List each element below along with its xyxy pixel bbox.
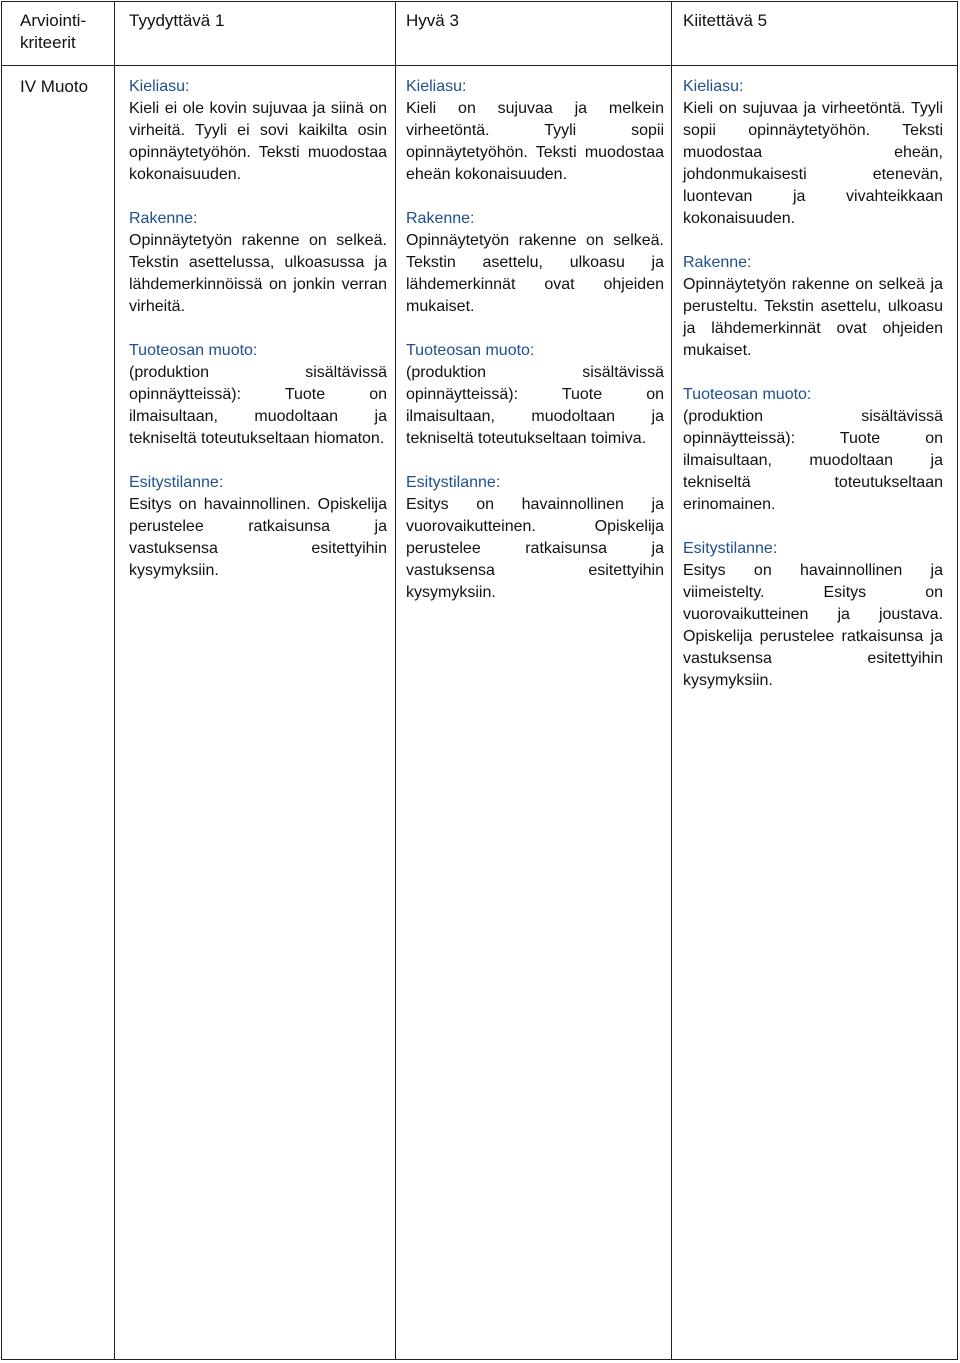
row-label: IV Muoto	[20, 77, 89, 96]
criterion-block	[129, 76, 387, 186]
header-criteria: Arviointi-kriteerit	[20, 11, 87, 52]
cell-level-3	[406, 76, 664, 626]
criterion-label: Kieliasu:	[129, 78, 190, 95]
criterion-block	[683, 384, 943, 516]
column-divider	[114, 2, 115, 1359]
header-level-5: Kiitettävä 5	[683, 11, 768, 30]
criterion-text: Esitys on havainnollinen. Opiskelija perustelee ratkaisunsa ja vastuksensa esitettyihin kysymyksiin.	[129, 496, 387, 579]
criterion-text: Esitys on havainnollinen ja vuorovaikutteinen. Opiskelija perustelee ratkaisunsa ja vastuksensa esitettyihin kysymyksiin.	[406, 496, 664, 601]
criterion-block	[406, 208, 664, 318]
criterion-label: Tuoteosan muoto:	[683, 386, 812, 403]
criterion-label: Esitystilanne:	[683, 540, 778, 557]
criterion-label: Tuoteosan muoto:	[129, 342, 258, 359]
column-divider	[395, 2, 396, 1359]
criterion-text: (produktion sisältävissä opinnäytteissä): Tuote on ilmaisultaan, muodoltaan ja tekniseltä toteutukseltaan hiomaton.	[129, 364, 387, 447]
criterion-label: Rakenne:	[683, 254, 752, 271]
criterion-block	[129, 472, 387, 582]
criterion-text: Esitys on havainnollinen ja viimeistelty. Esitys on vuorovaikutteinen ja joustava. Opiskelija perustelee ratkaisunsa ja vastuksensa esitettyihin kysymyksiin.	[683, 562, 943, 689]
criterion-text: Opinnäytetyön rakenne on selkeä. Tekstin asettelussa, ulkoasussa ja lähdemerkinnöissä on jonkin verran virheitä.	[129, 232, 387, 315]
criterion-text: (produktion sisältävissä opinnäytteissä): Tuote on ilmaisultaan, muodoltaan ja tekniseltä toteutukseltaan erinomainen.	[683, 408, 943, 513]
criterion-text: Opinnäytetyön rakenne on selkeä. Tekstin asettelu, ulkoasu ja lähdemerkinnät ovat ohjeiden mukaiset.	[406, 232, 664, 315]
criterion-label: Rakenne:	[129, 210, 198, 227]
criterion-block	[129, 208, 387, 318]
criterion-block	[406, 76, 664, 186]
criterion-block	[683, 76, 943, 230]
criterion-text: Kieli on sujuvaa ja virheetöntä. Tyyli sopii opinnäytetyöhön. Teksti muodostaa eheän, johdonmukaisesti etenevän, luontevan ja vivahteikkaan kokonaisuuden.	[683, 100, 943, 227]
criterion-text: Opinnäytetyön rakenne on selkeä ja perusteltu. Tekstin asettelu, ulkoasu ja lähdemerkinnät ovat ohjeiden mukaiset.	[683, 276, 943, 359]
criterion-text: (produktion sisältävissä opinnäytteissä): Tuote on ilmaisultaan, muodoltaan ja tekniseltä toteutukseltaan toimiva.	[406, 364, 664, 447]
cell-level-5	[683, 76, 943, 714]
criterion-label: Kieliasu:	[683, 78, 744, 95]
criterion-label: Rakenne:	[406, 210, 475, 227]
criterion-text: Kieli ei ole kovin sujuvaa ja siinä on virheitä. Tyyli ei sovi kaikilta osin opinnäytetyöhön. Teksti muodostaa kokonaisuuden.	[129, 100, 387, 183]
rubric-table	[1, 1, 958, 1360]
header-level-1: Tyydyttävä 1	[129, 11, 225, 30]
criterion-label: Tuoteosan muoto:	[406, 342, 535, 359]
criterion-text: Kieli on sujuvaa ja melkein virheetöntä. Tyyli sopii opinnäytetyöhön. Teksti muodostaa eheän kokonaisuuden.	[406, 100, 664, 183]
criterion-block	[406, 472, 664, 604]
criterion-block	[406, 340, 664, 450]
header-divider	[2, 65, 957, 66]
criterion-label: Kieliasu:	[406, 78, 467, 95]
criterion-block	[683, 538, 943, 692]
column-divider	[671, 2, 672, 1359]
criterion-label: Esitystilanne:	[406, 474, 501, 491]
cell-level-1	[129, 76, 387, 604]
criterion-block	[129, 340, 387, 450]
header-level-3: Hyvä 3	[406, 11, 459, 30]
criterion-block	[683, 252, 943, 362]
criterion-label: Esitystilanne:	[129, 474, 224, 491]
